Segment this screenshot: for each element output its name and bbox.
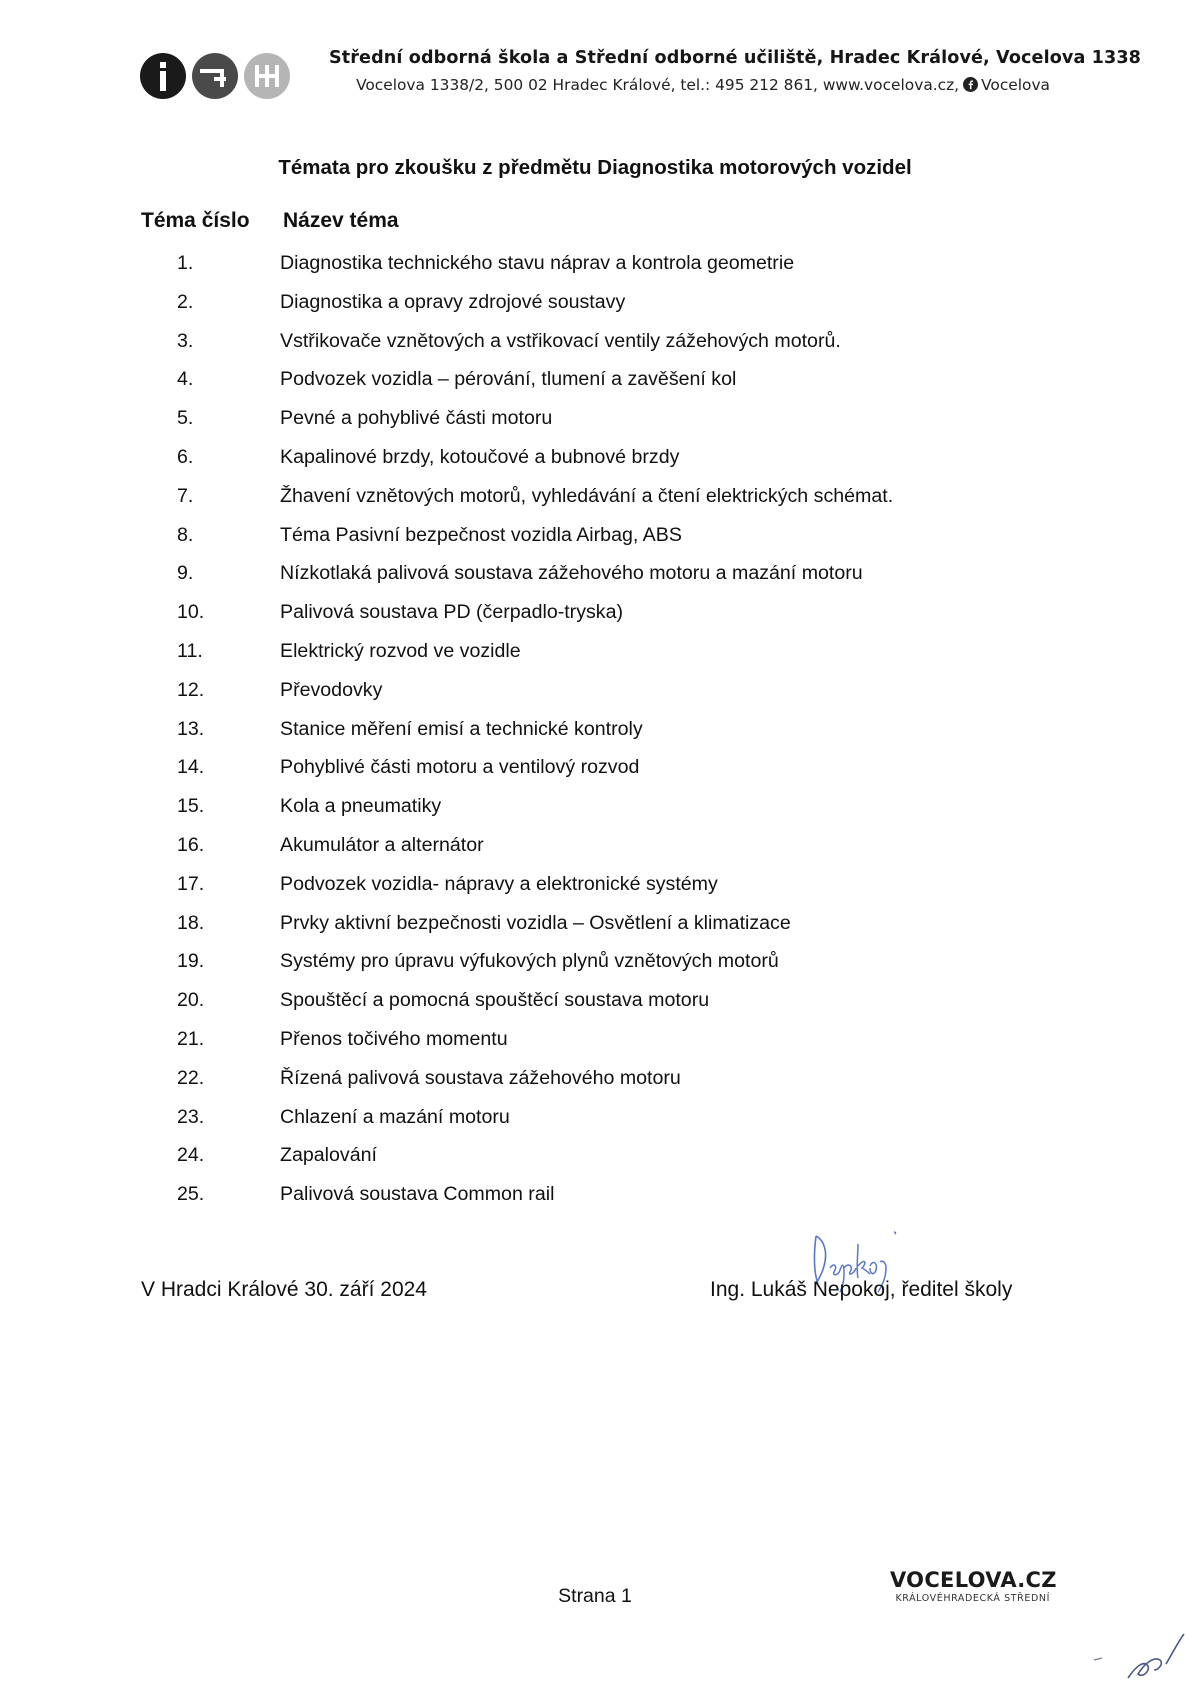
topic-number: 10. <box>177 601 205 624</box>
topic-name: Pevné a pohyblivé části motoru <box>280 407 553 430</box>
topic-number: 24. <box>177 1144 205 1167</box>
topic-number: 23. <box>177 1105 205 1128</box>
topic-row <box>0 1144 1190 1183</box>
topic-row <box>0 834 1190 873</box>
topic-name: Vstřikovače vznětových a vstřikovací ventily zážehových motorů. <box>280 329 841 352</box>
school-logos <box>140 53 292 101</box>
topic-number: 21. <box>177 1027 205 1050</box>
topic-number: 7. <box>177 484 194 507</box>
topic-number: 13. <box>177 717 205 740</box>
brand-name: VOCELOVA.CZ <box>890 1568 1057 1592</box>
topic-row <box>0 446 1190 485</box>
topic-row <box>0 562 1190 601</box>
topic-name: Palivová soustava Common rail <box>280 1183 555 1206</box>
topic-name: Převodovky <box>280 678 383 701</box>
topic-row <box>0 756 1190 795</box>
topic-row <box>0 1028 1190 1067</box>
topic-number: 25. <box>177 1183 205 1206</box>
topic-name: Chlazení a mazání motoru <box>280 1105 510 1128</box>
topic-row <box>0 291 1190 330</box>
logo-gear-shift-icon <box>244 53 290 99</box>
topic-row <box>0 912 1190 951</box>
column-header-name: Název téma <box>283 209 399 232</box>
topic-row <box>0 1106 1190 1145</box>
column-header-number: Téma číslo <box>141 209 250 232</box>
topic-name: Kola a pneumatiky <box>280 795 442 818</box>
topic-name: Přenos točivého momentu <box>280 1027 508 1050</box>
topic-name: Pohyblivé části motoru a ventilový rozvod <box>280 756 640 779</box>
logo-info-icon <box>140 53 186 99</box>
topic-name: Žhavení vznětových motorů, vyhledávání a čtení elektrických schémat. <box>280 484 894 507</box>
topic-name: Diagnostika technického stavu náprav a kontrola geometrie <box>280 252 795 274</box>
topic-number: 14. <box>177 756 205 779</box>
topic-row <box>0 1067 1190 1106</box>
topic-number: 12. <box>177 678 205 701</box>
topic-row <box>0 640 1190 679</box>
topic-number: 15. <box>177 795 205 818</box>
topic-row <box>0 795 1190 834</box>
brand-subtitle: KRÁLOVÉHRADECKÁ STŘEDNÍ <box>895 1593 1050 1604</box>
topic-name: Stanice měření emisí a technické kontroly <box>280 717 643 740</box>
topic-name: Nízkotlaká palivová soustava zážehového motoru a mazání motoru <box>280 562 863 585</box>
topic-name: Řízená palivová soustava zážehového motoru <box>280 1066 681 1089</box>
page-number: Strana 1 <box>558 1585 632 1607</box>
topic-number: 18. <box>177 911 205 934</box>
topic-row <box>0 368 1190 407</box>
topic-name: Palivová soustava PD (čerpadlo-tryska) <box>280 601 624 624</box>
topic-number: 9. <box>177 562 194 585</box>
topic-row <box>0 252 1190 291</box>
topic-number: 6. <box>177 445 194 468</box>
school-contact <box>329 76 1050 94</box>
topic-number: 2. <box>177 290 194 313</box>
topic-name: Téma Pasivní bezpečnost vozidla Airbag, ABS <box>280 523 682 546</box>
topic-name: Zapalování <box>280 1144 377 1167</box>
topic-name: Kapalinové brzdy, kotoučové a bubnové brzdy <box>280 445 680 468</box>
letterhead <box>140 48 1142 104</box>
topic-row <box>0 873 1190 912</box>
topic-number: 1. <box>177 252 194 274</box>
topic-list <box>0 252 1190 1222</box>
document-title: Témata pro zkoušku z předmětu Diagnostika motorových vozidel <box>278 156 912 179</box>
place-date: V Hradci Králové 30. září 2024 <box>141 1278 427 1301</box>
topic-name: Systémy pro úpravu výfukových plynů vznětových motorů <box>280 950 779 973</box>
topic-number: 19. <box>177 950 205 973</box>
topic-number: 5. <box>177 407 194 430</box>
topic-number: 17. <box>177 872 205 895</box>
topic-number: 22. <box>177 1066 205 1089</box>
topic-row <box>0 485 1190 524</box>
topic-number: 8. <box>177 523 194 546</box>
topic-name: Diagnostika a opravy zdrojové soustavy <box>280 290 626 313</box>
topic-name: Akumulátor a alternátor <box>280 833 484 856</box>
school-name: Střední odborná škola a Střední odborné učiliště, Hradec Králové, Vocelova 1338 <box>329 48 1142 68</box>
brand-logo <box>890 1568 1057 1604</box>
contact-details: Vocelova 1338/2, 500 02 Hradec Králové, tel.: 495 212 861, www.vocelova.cz, <box>356 76 960 94</box>
topic-row <box>0 601 1190 640</box>
corner-signature-mark <box>1088 1630 1190 1683</box>
topic-row <box>0 989 1190 1028</box>
topic-number: 4. <box>177 368 194 391</box>
topic-number: 3. <box>177 329 194 352</box>
topic-row <box>0 718 1190 757</box>
topic-row <box>0 330 1190 369</box>
letterhead-text <box>329 48 1142 94</box>
topic-number: 20. <box>177 989 205 1012</box>
topic-name: Podvozek vozidla- nápravy a elektronické systémy <box>280 872 718 895</box>
topic-number: 16. <box>177 833 205 856</box>
topic-number: 11. <box>177 639 203 662</box>
signer-name: Ing. Lukáš Nepokoj, ředitel školy <box>710 1278 1013 1301</box>
topic-row <box>0 407 1190 446</box>
topic-name: Podvozek vozidla – pérování, tlumení a zavěšení kol <box>280 368 737 391</box>
facebook-label: Vocelova <box>981 76 1050 94</box>
topic-name: Elektrický rozvod ve vozidle <box>280 639 521 662</box>
topic-row <box>0 1183 1190 1222</box>
facebook-icon <box>963 77 978 92</box>
topic-name: Spouštěcí a pomocná spouštěcí soustava motoru <box>280 989 710 1012</box>
logo-pipe-icon <box>192 53 238 99</box>
topic-name: Prvky aktivní bezpečnosti vozidla – Osvětlení a klimatizace <box>280 911 791 934</box>
topic-row <box>0 679 1190 718</box>
topic-row <box>0 524 1190 563</box>
topic-row <box>0 950 1190 989</box>
